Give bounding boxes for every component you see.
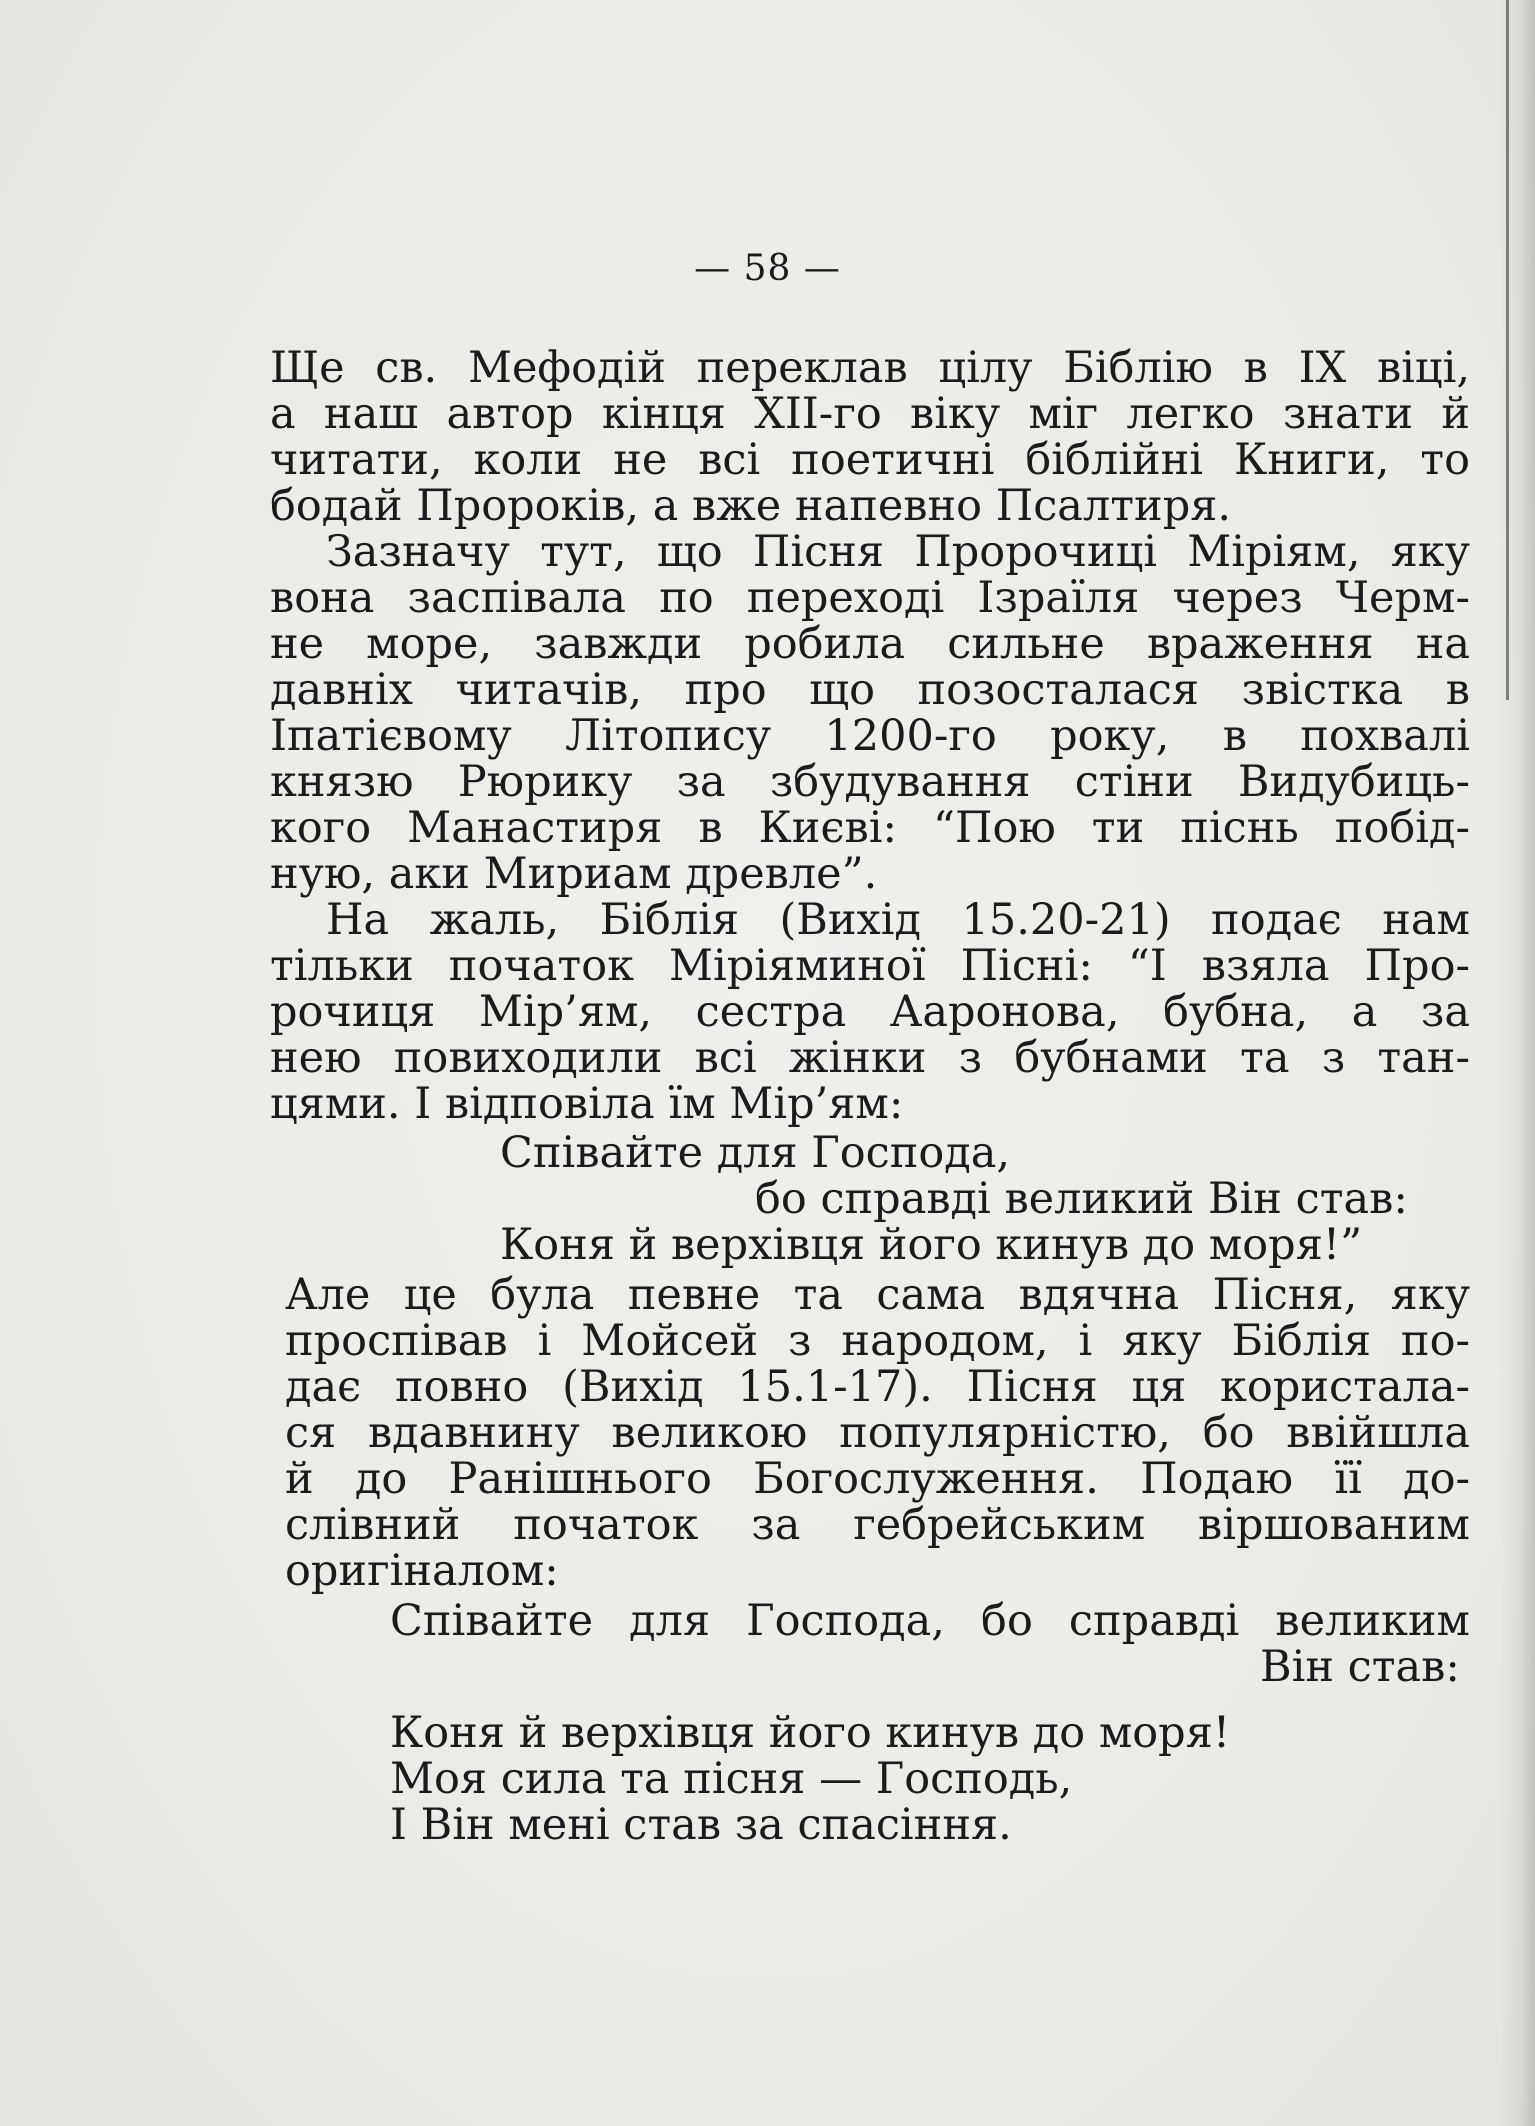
text-line: вона заспівала по переході Ізраїля через Черм- (270, 573, 1470, 623)
poem-line: Коня й верхівця його кинув до моря! (390, 1708, 1231, 1758)
poem-line: Моя сила та пісня — Господь, (390, 1754, 1073, 1804)
poem-line: Коня й верхівця його кинув до моря!” (500, 1220, 1363, 1270)
text-line: дає повно (Вихід 15.1-17). Пісня ця користала- (285, 1362, 1470, 1412)
text-line: бодай Пророків, а вже напевно Псалтиря. (270, 481, 1232, 531)
text-line: кого Манастиря в Києві: “Пою ти піснь побід- (270, 803, 1470, 853)
text-line: слівний початок за гебрейським віршованим (285, 1500, 1470, 1550)
text-line: ся вдавнину великою популярністю, бо ввійшла (285, 1408, 1470, 1458)
text-line: нею повиходили всі жінки з бубнами та з тан- (270, 1033, 1470, 1083)
text-line: Але це була певне та сама вдячна Пісня, яку (285, 1270, 1470, 1320)
text-line: ную, аки Мириам древле”. (270, 849, 878, 899)
text-line: а наш автор кінця ХІІ-го віку міг легко знати й (270, 389, 1470, 439)
text-line: цями. І відповіла їм Мір’ям: (270, 1079, 904, 1129)
text-line: тільки початок Міріяминої Пісні: “І взяла Про- (270, 941, 1470, 991)
text-line: рочиця Мір’ям, сестра Ааронова, бубна, а за (270, 987, 1470, 1037)
page-number: — 58 — (694, 248, 841, 289)
poem-line: Співайте для Господа, бо справді великим (390, 1596, 1470, 1646)
poem-line: І Він мені став за спасіння. (390, 1800, 1012, 1850)
text-line: й до Ранішнього Богослуження. Подаю її до- (285, 1454, 1470, 1504)
text-line: не море, завжди робила сильне враження на (270, 619, 1470, 669)
text-line: Зазначу тут, що Пісня Пророчиці Міріям, яку (326, 527, 1470, 577)
text-line: давніх читачів, про що позосталася звістка в (270, 665, 1470, 715)
page-edge-shadow (1499, 0, 1535, 2126)
page-edge-line (1506, 0, 1509, 700)
text-line: читати, коли не всі поетичні біблійні Книги, то (270, 435, 1470, 485)
text-line: князю Рюрику за збудування стіни Видубиць- (270, 757, 1470, 807)
poem-line: бо справді великий Він став: (755, 1174, 1408, 1224)
text-line: проспівав і Мойсей з народом, і яку Біблія по- (285, 1316, 1470, 1366)
text-line: оригіналом: (285, 1546, 559, 1596)
poem-line: Співайте для Господа, (500, 1128, 1011, 1178)
text-line: Іпатієвому Літопису 1200-го року, в похвалі (270, 711, 1470, 761)
text-line: На жаль, Біблія (Вихід 15.20-21) подає нам (326, 895, 1470, 945)
text-line: Ще св. Мефодій переклав цілу Біблію в ІХ віці, (270, 343, 1470, 393)
poem-line: Він став: (1260, 1642, 1460, 1692)
